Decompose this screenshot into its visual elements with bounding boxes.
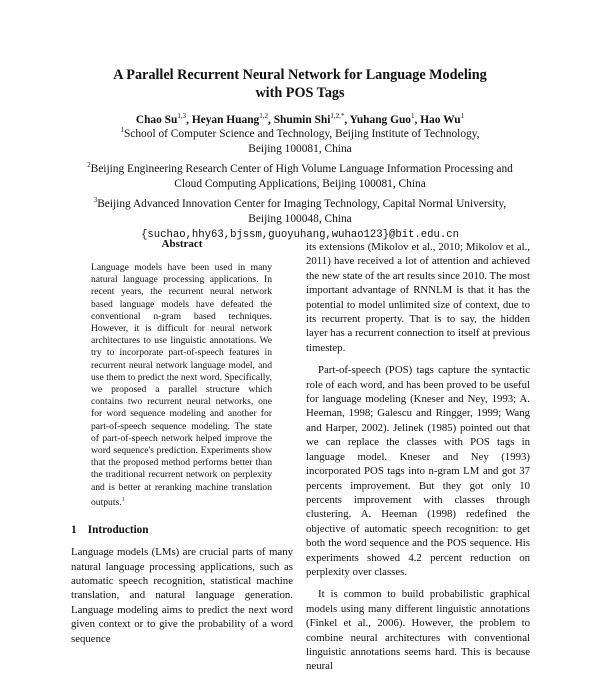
affiliation-line: Beijing 100048, China (248, 213, 352, 226)
section-heading (71, 523, 293, 537)
affiliation-text: Beijing Advanced Innovation Center for Imaging Technology, Capital Normal University, (97, 197, 507, 210)
author-affiliation-mark: 1 (410, 112, 415, 120)
affiliation-mark: 1 (120, 126, 124, 134)
intro-paragraph: Language models (LMs) are crucial parts of many natural language processing applications, such as automatic speech recognition, statistical machine translation, and natural language generation. Language modeling aims to predict the next word given context or to give the probability of a word sequence (71, 546, 293, 645)
affiliation-line (0, 193, 600, 212)
abstract-text: Language models have been used in many natural language processing applications. In recent years, the recurrent neural network based language models have defeated the conventional n-gram based techniques. However, it is difficult for neural network architectures to use linguistic annotations. We try to incorporate part-of-speech features in recurrent neural network language model, and use them to predict the next word. Specifically, we proposed a parallel structure which contains two recurrent neural networks, one for word sequence modeling and another for part-of-speech sequence modeling. The state of part-of-speech network helped improve the word sequence's prediction. Experiments show that the proposed method performs better than the traditional recurrent network on perplexity and is better at reranking machine translation outputs. (91, 262, 272, 509)
footnote-mark: 1 (121, 496, 125, 503)
author-emails: {suchao,hhy63,bjssm,guoyuhang,wuhao123}@bit.edu.cn (141, 228, 459, 241)
paper-title (0, 66, 600, 102)
affiliation-line (0, 123, 600, 142)
affiliation-line (0, 158, 600, 177)
affiliation-mark: 2 (87, 160, 91, 169)
abstract-heading: Abstract (161, 238, 203, 250)
affiliation-mark: 3 (93, 195, 98, 204)
right-column (306, 240, 530, 682)
abstract-body (91, 262, 272, 509)
affiliations (0, 123, 600, 244)
author-name: Chao Su (135, 113, 178, 126)
author-affiliation-mark: 1,2 (259, 112, 268, 120)
affiliation-text: Beijing Engineering Research Center of High Volume Language Information Processing and (90, 162, 513, 175)
author-affiliation-mark: 1,2,* (330, 112, 345, 120)
affiliation-line: Cloud Computing Applications, Beijing 100081, China (174, 178, 426, 191)
author-affiliation-mark: 1 (460, 112, 465, 120)
body-paragraph: It is common to build probabilistic graphical models using many different linguistic annotations (Finkel et al., 2006). However, the problem to combine neural architectures with conventional linguistic annotations seems hard. This is because neural (306, 588, 530, 673)
author-name: Hao Wu (420, 113, 461, 126)
affiliation-text: School of Computer Science and Technology, Beijing Institute of Technology, (123, 127, 480, 140)
title-line-1: A Parallel Recurrent Neural Network for Language Modeling (113, 67, 487, 83)
author-name: Shumin Shi (273, 113, 331, 126)
body-paragraph: its extensions (Mikolov et al., 2010; Mikolov et al., 2011) have received a lot of attention and achieved the new state of the art results since 2010. The most important advantage of RNNLM is that it has the potential to model unlimited size of context, due to its recurrent property. That is to say, the hidden layer has a recurrent connection to itself at previous timestep. (306, 241, 530, 354)
left-column (71, 238, 293, 646)
author-affiliation-mark: 1,3 (177, 112, 187, 120)
section-number: 1 (71, 524, 77, 537)
section-title: Introduction (87, 524, 149, 537)
author-name: Heyan Huang (191, 113, 260, 126)
author-list: Chao Su$^{1,3}$, Heyan Huang$^{1,2}$, Shumin Shi$^{1,2,*}$, Yuhang Guo$^1$, Hao Wu$^1$ (135, 112, 465, 126)
author-name: Yuhang Guo (349, 113, 411, 126)
affiliation-line: Beijing 100081, China (248, 143, 352, 156)
body-paragraph: Part-of-speech (POS) tags capture the syntactic role of each word, and has been proved to be useful for language modeling (Kneser and Ney, 1993; A. Heeman, 1998; Galescu and Ringger, 1999; Wang and Harper, 2002). Jelinek (1985) pointed out that we can replace the classes with POS tags in language model. Kneser and Ney (1993) incorporated POS tags into n-gram LM and got 37 percents improvement. But they got only 10 percents improvement with classes through clustering. A. Heeman (1998) redefined the objective of automatic speech recognition: to get both the word sequence and the POS sequence. His experiments showed 4.2 percent reduction on perplexity over classes. (306, 364, 530, 578)
title-line-2: with POS Tags (255, 85, 345, 101)
